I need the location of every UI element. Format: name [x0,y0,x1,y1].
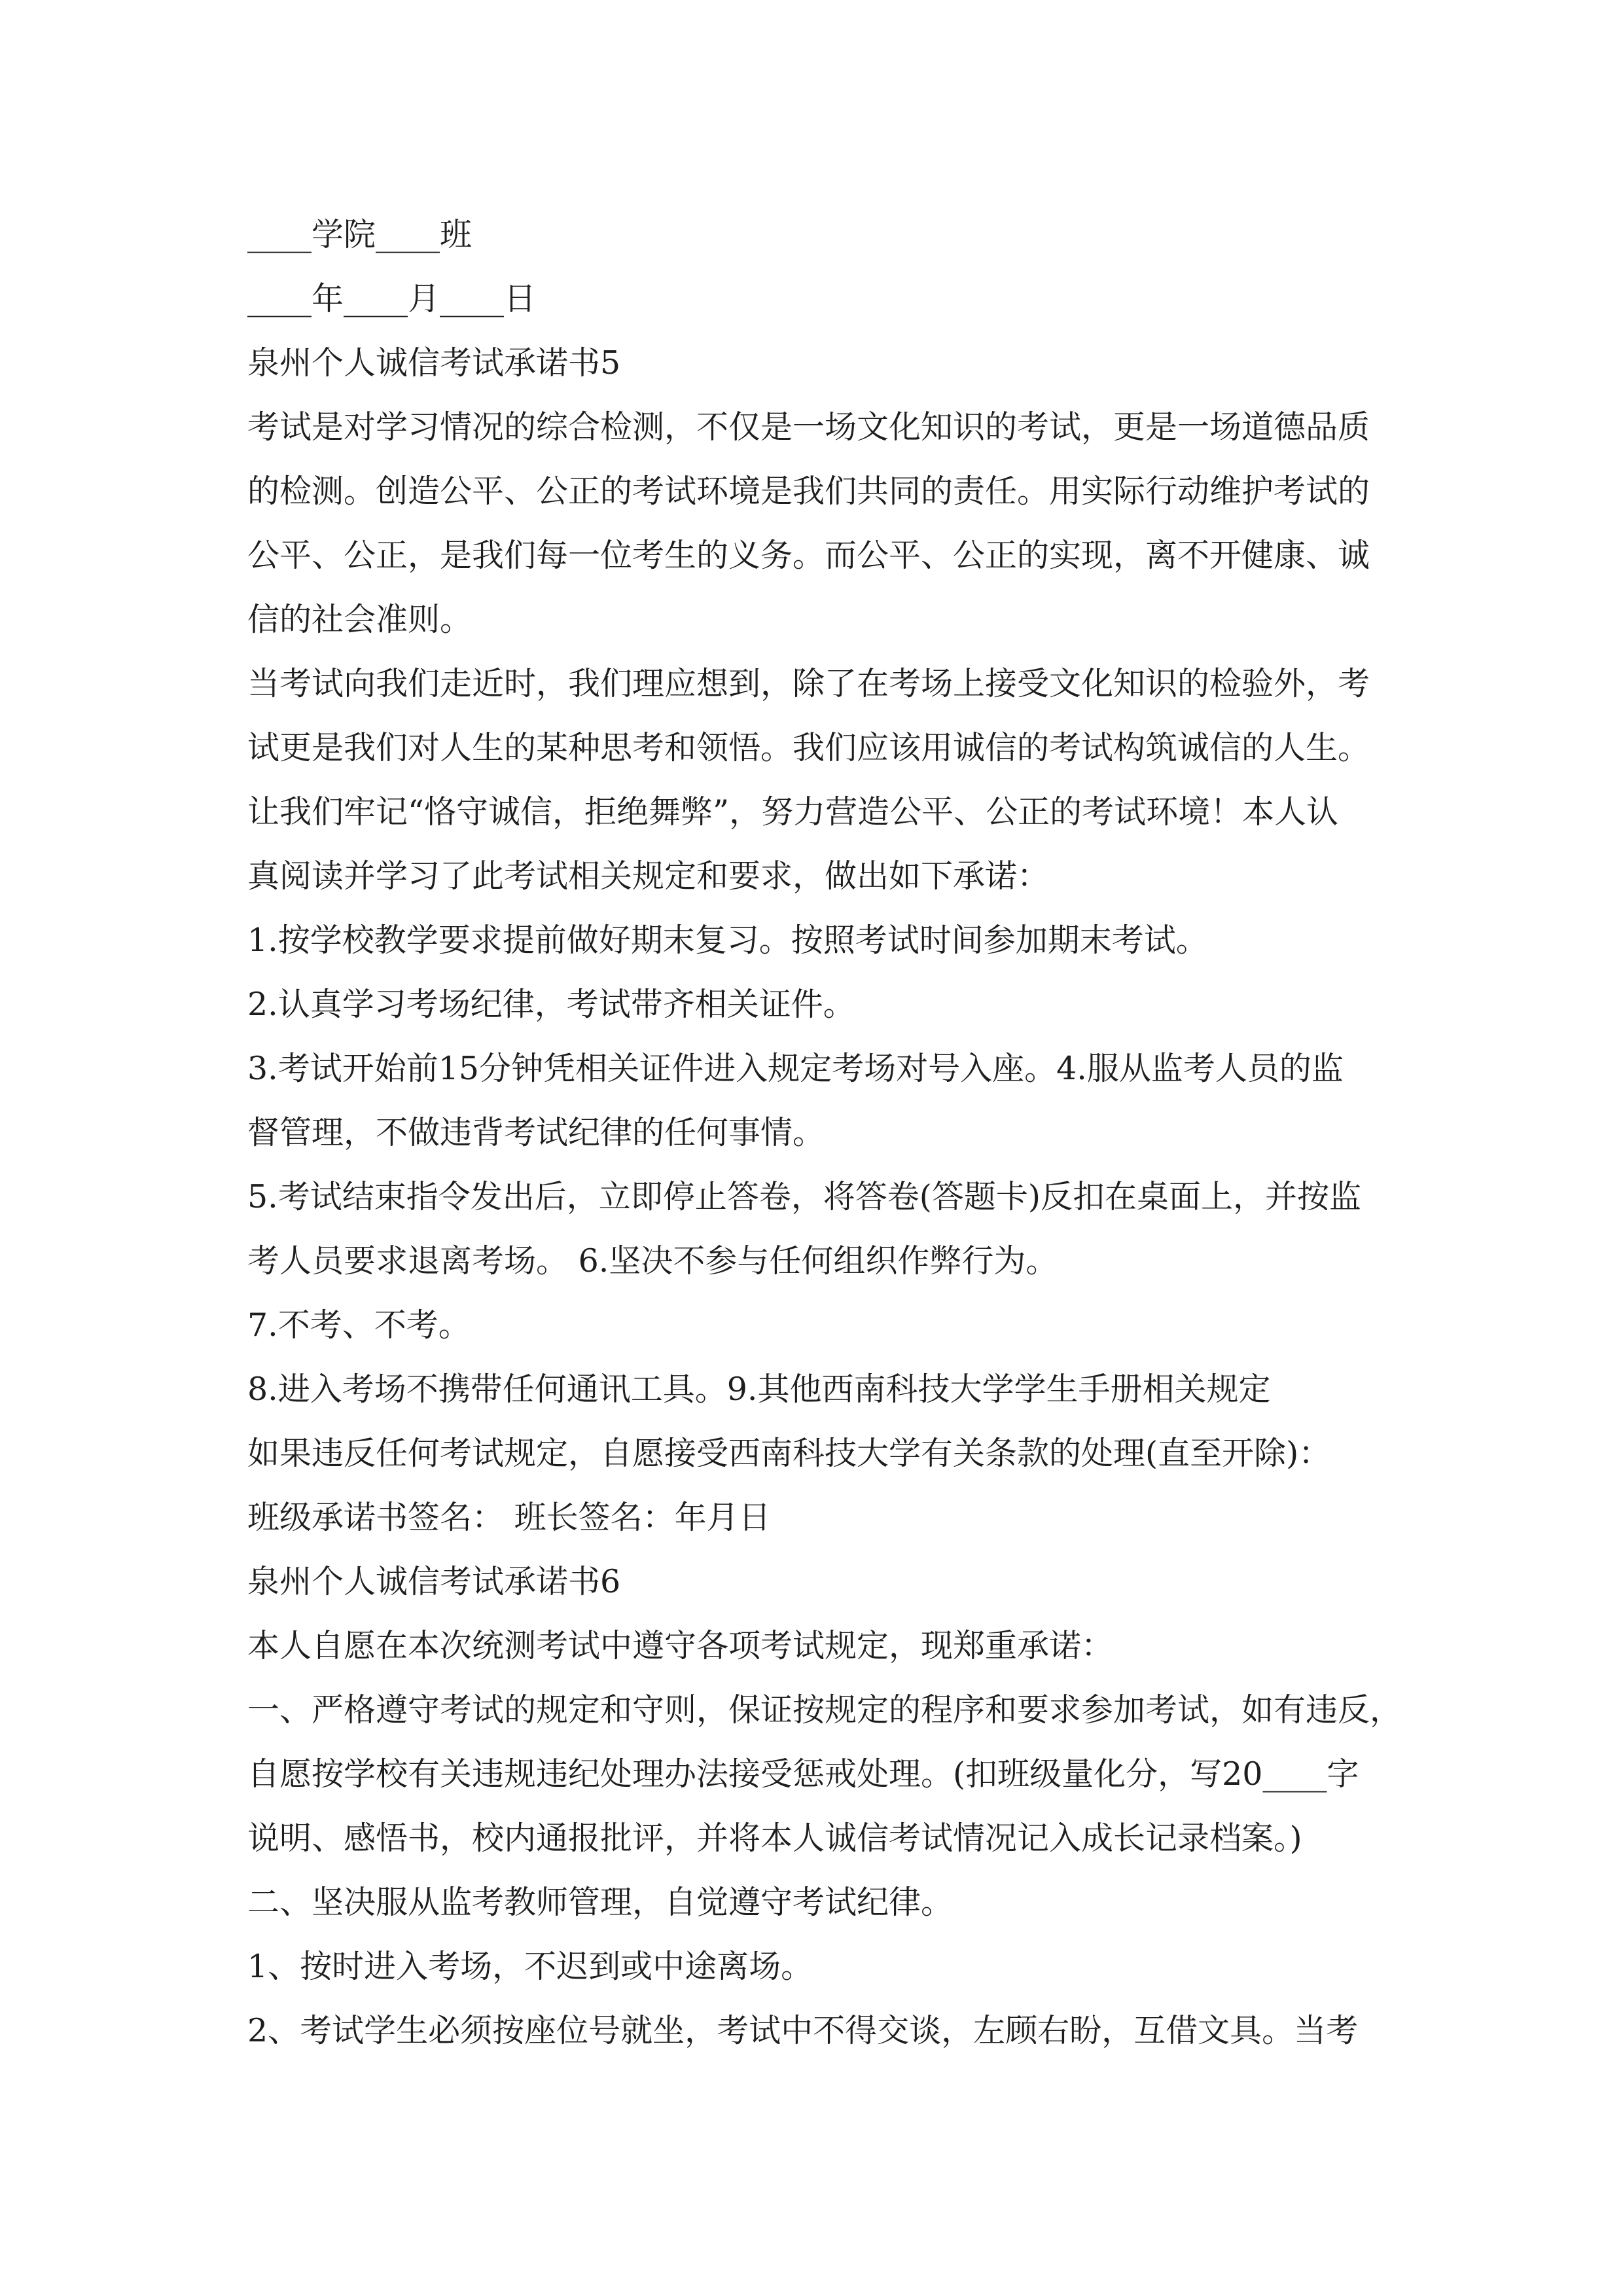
date-blank-line: ____年____月____日 [247,280,537,317]
paragraph-line: 试更是我们对人生的某种思考和领悟。我们应该用诚信的考试构筑诚信的人生。 [247,729,1370,766]
paragraph-line: 二、坚决服从监考教师管理，自觉遵守考试纪律。 [247,1884,954,1921]
paragraph-line: 当考试向我们走近时，我们理应想到，除了在考场上接受文化知识的检验外，考 [247,665,1370,702]
section-heading-6: 泉州个人诚信考试承诺书6 [247,1563,621,1600]
pledge-item: 5.考试结束指令发出后，立即停止答卷，将答卷(答题卡)反扣在桌面上，并按监 [247,1178,1361,1215]
paragraph-line: 如果违反任何考试规定，自愿接受西南科技大学有关条款的处理(直至开除)： [247,1435,1331,1472]
pledge-item: 2、考试学生必须按座位号就坐，考试中不得交谈，左顾右盼，互借文具。当考 [247,2012,1359,2049]
pledge-item: 1.按学校教学要求提前做好期末复习。按照考试时间参加期末考试。 [247,922,1208,959]
class-blank-line: ____学院____班 [247,216,473,253]
pledge-item: 8.进入考场不携带任何通讯工具。9.其他西南科技大学学生手册相关规定 [247,1371,1271,1408]
paragraph-line: 让我们牢记“恪守诚信，拒绝舞弊”，努力营造公平、公正的考试环境！本人认 [247,793,1339,831]
signature-line: 班级承诺书签名： 班长签名：年月日 [247,1499,771,1536]
paragraph-line: 自愿按学校有关违规违纪处理办法接受惩戒处理。(扣班级量化分，写20____字 [247,1755,1359,1793]
pledge-item: 督管理，不做违背考试纪律的任何事情。 [247,1114,825,1151]
paragraph-line: 真阅读并学习了此考试相关规定和要求，做出如下承诺： [247,857,1050,895]
section-heading-5: 泉州个人诚信考试承诺书5 [247,344,621,382]
paragraph-line: 公平、公正，是我们每一位考生的义务。而公平、公正的实现，离不开健康、诚 [247,537,1370,574]
pledge-item: 3.考试开始前15分钟凭相关证件进入规定考场对号入座。4.服从监考人员的监 [247,1050,1344,1087]
paragraph-line: 信的社会准则。 [247,601,473,638]
paragraph-line: 本人自愿在本次统测考试中遵守各项考试规定，现郑重承诺： [247,1627,1114,1664]
paragraph-line: 的检测。创造公平、公正的考试环境是我们共同的责任。用实际行动维护考试的 [247,473,1370,510]
pledge-item: 考人员要求退离考场。 6.坚决不参与任何组织作弊行为。 [247,1242,1058,1280]
pledge-item: 2.认真学习考场纪律，考试带齐相关证件。 [247,986,855,1023]
paragraph-line: 考试是对学习情况的综合检测，不仅是一场文化知识的考试，更是一场道德品质 [247,408,1370,446]
pledge-item: 7.不考、不考。 [247,1306,471,1344]
document-body [247,203,1402,2063]
paragraph-line: 一、严格遵守考试的规定和守则，保证按规定的程序和要求参加考试，如有违反， [247,1691,1402,1729]
pledge-item: 1、按时进入考场，不迟到或中途离场。 [247,1948,813,1985]
paragraph-line: 说明、感悟书，校内通报批评，并将本人诚信考试情况记入成长记录档案。) [247,1820,1302,1857]
